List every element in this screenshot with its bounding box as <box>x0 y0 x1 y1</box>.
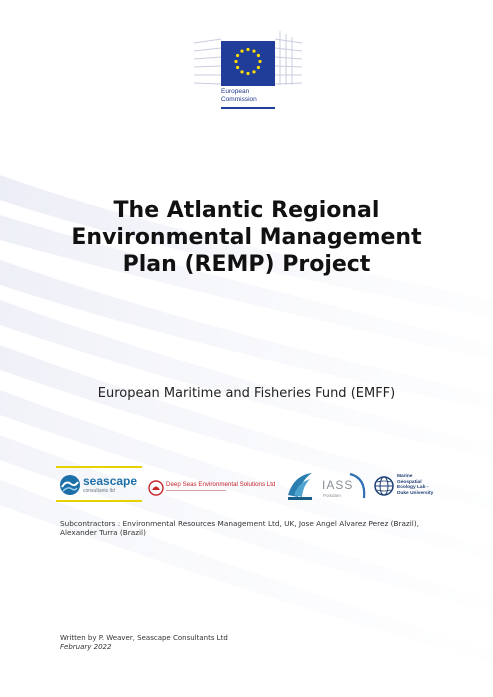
iass-name: IASS <box>322 478 354 492</box>
title-line: Environmental Management <box>71 225 422 250</box>
iass-logo <box>322 472 368 502</box>
iass-tagline: Potsdam <box>323 493 341 498</box>
publication-date: February 2022 <box>60 643 112 651</box>
document-title <box>40 197 453 278</box>
deep-seas-name: Deep Seas Environmental Solutions Ltd <box>166 481 276 488</box>
seascape-name: seascape <box>83 474 138 488</box>
seascape-logo <box>56 466 142 502</box>
deep-seas-tagline-rule <box>166 490 226 491</box>
document-subtitle: European Maritime and Fisheries Fund (EMFF) <box>97 386 396 401</box>
seascape-tagline: consultants ltd <box>83 488 115 494</box>
author-line: Written by P. Weaver, Seascape Consultants Ltd <box>60 634 228 642</box>
imber-wave-icon <box>286 469 316 503</box>
title-line: Plan (REMP) Project <box>122 252 371 277</box>
title-line: The Atlantic Regional <box>113 198 380 223</box>
deep-seas-logo <box>148 478 283 498</box>
duke-line: Marine <box>397 474 413 479</box>
imber-logo <box>286 469 316 503</box>
ec-logo-text-line2: Commission <box>221 96 257 103</box>
ec-logo-text-line1: European <box>221 88 250 95</box>
globe-icon <box>374 476 394 496</box>
duke-line: Duke University <box>397 490 434 496</box>
duke-line: Ecology Lab - <box>397 485 429 491</box>
duke-mgel-logo <box>374 474 446 504</box>
deep-seas-emblem-icon <box>148 480 164 496</box>
duke-mgel-text <box>397 474 433 496</box>
duke-line: Geospatial <box>397 479 422 485</box>
partner-logos <box>56 466 446 506</box>
subcontractors-note: Subcontractors : Environmental Resources Management Ltd, UK, Jose Angel Alvarez Perez (Brazil), Alexander Turra (Brazil) <box>60 519 419 537</box>
